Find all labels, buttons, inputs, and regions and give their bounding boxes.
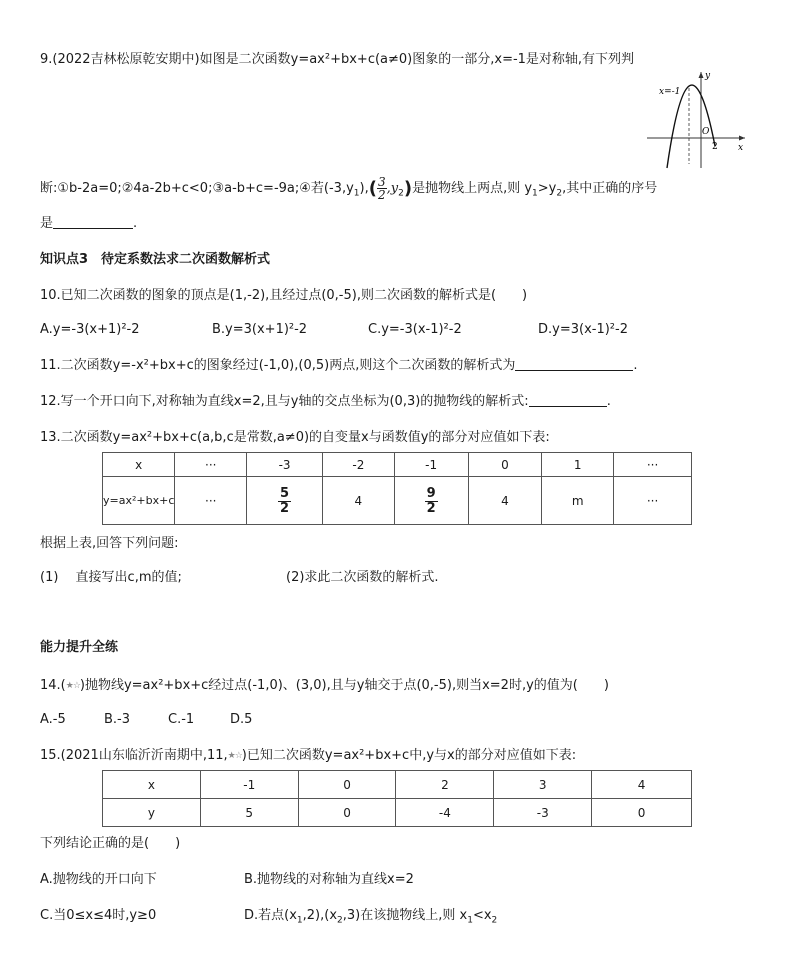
graph-x-arrow <box>739 136 745 141</box>
q15-table-row-y: y 5 0 -4 -3 0 <box>103 799 692 827</box>
q9-answer-blank[interactable] <box>53 215 133 229</box>
q9-line2: 断:①b-2a=0;②4a-2b+c<0;③a-b+c=-9a;④若$(-3,y_1)$,( $\frac{3}{2}$ $,y_2$)是抛物线上两点,则 $y_1>y_2$,其中正确的序号 <box>40 175 658 202</box>
graph-x-label: x <box>738 143 744 153</box>
q14-option-d[interactable]: D.5 <box>230 712 253 727</box>
q13-table <box>102 452 692 525</box>
q13-frac-9-2: $\frac{9}{2}$ <box>426 485 436 516</box>
graph-origin-label: O <box>702 127 710 137</box>
parabola-graph <box>645 66 755 170</box>
graph-tick-label: 2 <box>712 142 718 152</box>
section3-title: 知识点3 待定系数法求二次函数解析式 <box>40 252 271 267</box>
q15-option-c[interactable]: C.当0≤x≤4时,y≥0 <box>40 908 157 923</box>
q10-option-c[interactable]: C.y=-3(x-1)²-2 <box>368 322 462 337</box>
graph-y-arrow <box>699 72 704 78</box>
difficulty-stars-icon: ★☆ <box>65 681 80 691</box>
q9-fraction: $\frac{3}{2}$ <box>377 175 386 202</box>
q15-option-d[interactable]: D.若点$(x_1,2),(x_2,3)$在该抛物线上,则 $x_1<x_2$ <box>244 908 498 926</box>
q14-option-c[interactable]: C.-1 <box>168 712 195 727</box>
q10-option-a[interactable]: A.y=-3(x+1)²-2 <box>40 322 140 337</box>
q10-option-d[interactable]: D.y=3(x-1)²-2 <box>538 322 628 337</box>
q15-option-a[interactable]: A.抛物线的开口向下 <box>40 872 157 887</box>
q15-table <box>102 770 692 827</box>
q11-answer-blank[interactable] <box>515 357 633 371</box>
q14-stem: 14.(★☆)抛物线y=ax²+bx+c经过点(-1,0)、(3,0),且与y轴交于点(0,-5),则当x=2时,y的值为( ) <box>40 676 609 696</box>
q13-part2: (2)求此二次函数的解析式. <box>286 570 439 585</box>
q15-question: 下列结论正确的是( ) <box>40 836 181 851</box>
difficulty-stars-icon: ★☆ <box>227 751 242 761</box>
q13-frac-5-2: $\frac{5}{2}$ <box>280 485 290 516</box>
q13-part1: (1) 直接写出c,m的值; <box>40 570 182 585</box>
q13-table-row-x: x ··· -3 -2 -1 0 1 ··· <box>103 453 692 477</box>
q10-stem: 10.已知二次函数的图象的顶点是(1,-2),且经过点(0,-5),则二次函数的解析式是( ) <box>40 288 528 303</box>
q15-stem: 15.(2021山东临沂沂南期中,11,★☆)已知二次函数y=ax²+bx+c中,y与x的部分对应值如下表: <box>40 746 576 766</box>
graph-y-label: y <box>705 71 711 81</box>
q10-option-b[interactable]: B.y=3(x+1)²-2 <box>212 322 308 337</box>
q9-line1: 9.(2022吉林松原乾安期中)如图是二次函数y=ax²+bx+c(a≠0)图象的一部分,x=-1是对称轴,有下列判 <box>40 52 635 67</box>
q15-option-b[interactable]: B.抛物线的对称轴为直线x=2 <box>244 872 414 887</box>
graph-axis-label-line: x=-1 <box>659 87 681 97</box>
q12-line: 12.写一个开口向下,对称轴为直线x=2,且与y轴的交点坐标为(0,3)的抛物线的解析式: . <box>40 394 611 409</box>
q13-table-row-y: y=ax²+bx+c ··· $\frac{5}{2}$ 4 $\frac{9}{2}$ 4 m ··· <box>103 477 692 525</box>
q15-table-row-x: x -1 0 2 3 4 <box>103 771 692 799</box>
q13-stem: 13.二次函数y=ax²+bx+c(a,b,c是常数,a≠0)的自变量x与函数值y的部分对应值如下表: <box>40 430 550 445</box>
q14-option-b[interactable]: B.-3 <box>104 712 131 727</box>
q11-line: 11.二次函数y=-x²+bx+c的图象经过(-1,0),(0,5)两点,则这个二次函数的解析式为 . <box>40 358 638 373</box>
q14-option-a[interactable]: A.-5 <box>40 712 66 727</box>
q12-answer-blank[interactable] <box>529 393 607 407</box>
q13-after: 根据上表,回答下列问题: <box>40 536 179 551</box>
q9-line3: 是 . <box>40 216 138 231</box>
ability-section-title: 能力提升全练 <box>40 640 119 655</box>
